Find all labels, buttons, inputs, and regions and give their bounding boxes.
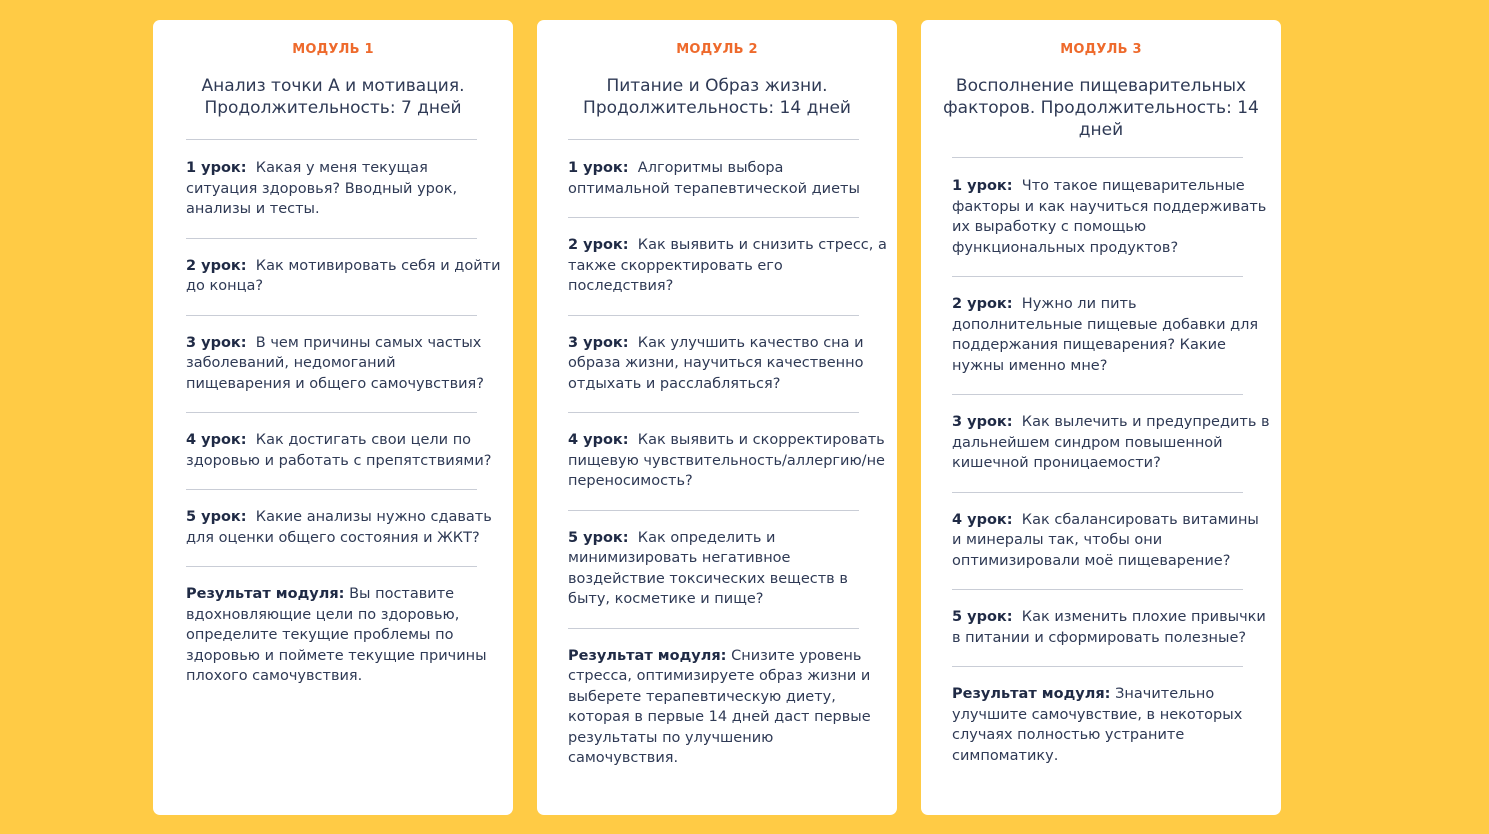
lesson-item (568, 158, 897, 199)
lesson-prefix: 5 урок: (568, 529, 629, 546)
lesson-text: Как определить и минимизировать негативное воздействие токсических веществ в быту, косметике и пище? (568, 529, 848, 607)
divider (568, 412, 859, 413)
divider (952, 492, 1243, 493)
lesson-item (186, 158, 513, 220)
lesson-prefix: 2 урок: (568, 237, 629, 253)
module-card-1 (153, 20, 513, 815)
divider (952, 666, 1243, 667)
lesson-text: Как выявить и скорректировать пищевую чувствительность/аллергию/непереносимость? (568, 432, 885, 489)
lesson-item (952, 176, 1281, 258)
lesson-text: Какие анализы нужно сдавать для оценки общего состояния и ЖКТ? (186, 509, 492, 546)
lesson-item (952, 607, 1281, 648)
module-result (186, 584, 513, 687)
lesson-prefix: 3 урок: (186, 334, 247, 351)
divider (186, 139, 477, 140)
lesson-item (186, 256, 513, 297)
lesson-text: Как выявить и снизить стресс, а также скорректировать его последствия? (568, 237, 887, 294)
divider (952, 276, 1243, 277)
divider (186, 315, 477, 316)
divider (952, 157, 1243, 158)
module-label: МОДУЛЬ 2 (676, 42, 758, 57)
lesson-item (186, 430, 513, 471)
module-title: Восполнение пищеварительных факторов. Продолжительность: 14 дней (943, 76, 1259, 140)
lesson-item (568, 528, 897, 610)
lesson-item (952, 510, 1281, 572)
lesson-item (952, 412, 1281, 474)
module-title: Питание и Образ жизни. Продолжительность: 14 дней (583, 76, 851, 118)
lesson-text: В чем причины самых частых заболеваний, недомоганий пищеварения и общего самочувствия? (186, 334, 484, 392)
lesson-text: Какая у меня текущая ситуация здоровья? Вводный урок, анализы и тесты. (186, 160, 458, 217)
divider (568, 628, 859, 629)
module-label: МОДУЛЬ 3 (1060, 42, 1142, 57)
divider (186, 238, 477, 239)
module-title: Анализ точки А и мотивация. Продолжительность: 7 дней (201, 76, 465, 118)
module-label: МОДУЛЬ 1 (292, 42, 374, 57)
lesson-text: Что такое пищеварительные факторы и как научиться поддерживать их выработку с помощью функциональных продуктов? (952, 178, 1267, 256)
lesson-prefix: 3 урок: (952, 414, 1013, 430)
result-text: Вы поставите вдохновляющие цели по здоровью, определите текущие проблемы по здоровью и поймете текущие причины плохого самочувствия. (186, 586, 487, 684)
divider (186, 412, 477, 413)
divider (568, 510, 859, 511)
result-prefix: Результат модуля: (186, 586, 345, 602)
lesson-prefix: 2 урок: (952, 296, 1013, 312)
module-result (952, 684, 1281, 766)
lesson-prefix: 4 урок: (568, 432, 629, 448)
lesson-prefix: 4 урок: (186, 432, 247, 448)
result-text: Снизите уровень стресса, оптимизируете образ жизни и выберете терапевтическую диету, которая в первые 14 дней даст первые результаты по улучшению самочувствия. (568, 647, 871, 766)
result-prefix: Результат модуля: (568, 647, 727, 664)
lesson-prefix: 1 урок: (186, 160, 247, 176)
result-text: Значительно улучшите самочувствие, в некоторых случаях полностью устраните симпоматику. (952, 686, 1243, 764)
divider (186, 489, 477, 490)
result-prefix: Результат модуля: (952, 686, 1111, 702)
lesson-item (952, 294, 1281, 376)
lesson-prefix: 5 урок: (186, 509, 247, 525)
lesson-item (568, 430, 897, 492)
lesson-item (186, 507, 513, 548)
module-result (568, 646, 897, 769)
lesson-text: Как достигать свои цели по здоровью и работать с препятствиями? (186, 432, 492, 469)
divider (568, 315, 859, 316)
lesson-prefix: 4 урок: (952, 511, 1013, 528)
divider (568, 139, 859, 140)
lesson-prefix: 1 урок: (952, 178, 1013, 194)
lesson-prefix: 1 урок: (568, 160, 629, 176)
lesson-text: Как вылечить и предупредить в дальнейшем синдром повышенной кишечной проницаемости? (952, 414, 1270, 471)
lesson-text: Как мотивировать себя и дойти до конца? (186, 257, 501, 294)
divider (952, 394, 1243, 395)
lesson-item (186, 333, 513, 395)
lesson-prefix: 5 урок: (952, 609, 1013, 625)
lesson-item (568, 333, 897, 395)
lesson-text: Как изменить плохие привычки в питании и сформировать полезные? (952, 609, 1266, 646)
module-card-3 (921, 20, 1281, 815)
divider (186, 566, 477, 567)
lesson-text: Алгоритмы выбора оптимальной терапевтической диеты (568, 160, 860, 197)
divider (568, 217, 859, 218)
lesson-prefix: 3 урок: (568, 334, 629, 351)
lesson-text: Нужно ли пить дополнительные пищевые добавки для поддержания пищеварения? Какие нужны именно мне? (952, 296, 1259, 374)
lesson-item (568, 235, 897, 297)
module-card-2 (537, 20, 897, 815)
divider (952, 589, 1243, 590)
lesson-prefix: 2 урок: (186, 257, 247, 274)
lesson-text: Как сбалансировать витамины и минералы так, чтобы они оптимизировали моё пищеварение? (952, 511, 1259, 569)
lesson-text: Как улучшить качество сна и образа жизни, научиться качественно отдыхать и расслабляться? (568, 334, 864, 392)
